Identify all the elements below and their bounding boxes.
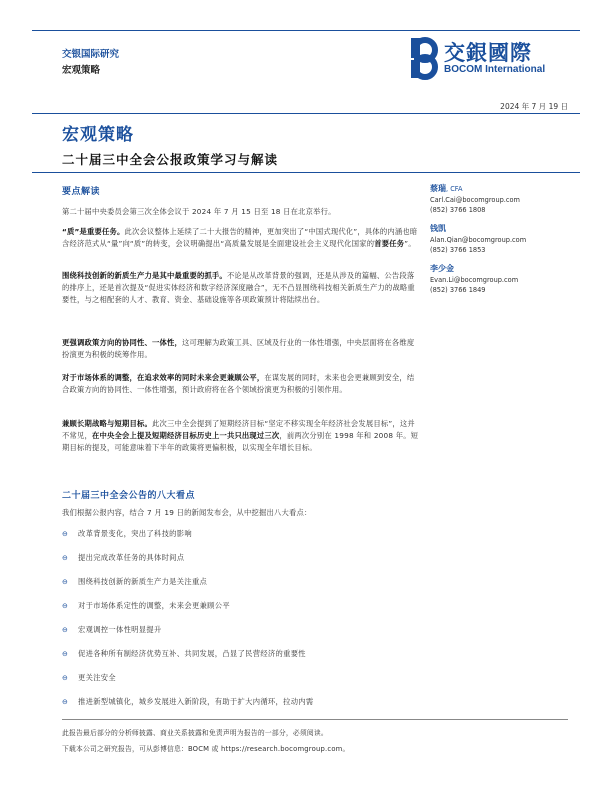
text-run: 在谋发展的同时，未来也会更兼顾到安全，结合政策方向的协同性、一体性增强，预计政府将在各个领域扮演更为积极的引领作用。 bbox=[62, 373, 415, 394]
key-point-paragraph bbox=[62, 372, 420, 396]
list-item-text: 改革背景变化，突出了科技的影响 bbox=[78, 529, 192, 538]
list-item-text: 对于市场体系定性的调整，未来会更兼顾公平 bbox=[78, 601, 230, 610]
list-item-text: 促进各种所有制经济优势互补、共同发展，凸显了民营经济的重要性 bbox=[78, 649, 306, 658]
list-item-text: 宏观调控一体性明显提升 bbox=[78, 625, 162, 634]
footer-disclaimer: 此报告最后部分的分析师披露、商业关系披露和免责声明为报告的一部分，必须阅读。 bbox=[62, 729, 328, 737]
text-run: 不论是从改革背景的强调，还是从涉及的篇幅、公告段落的排序上，还是首次提及“促进实体经济和数字经济深度融合”，无不凸显围绕科技相关新质生产力的战略重要性，与之相配套的人才、教育、资金、基础设施等各项政策预计将陆续出台。 bbox=[62, 271, 415, 304]
highlights-intro: 我们根据公报内容，结合 7 月 19 日的新闻发布会，从中挖掘出八大看点： bbox=[62, 508, 312, 517]
analyst-name: 李少金 bbox=[430, 264, 454, 273]
highlights-list bbox=[62, 528, 562, 720]
title-rule bbox=[32, 172, 580, 173]
bold-text-run: 对于市场体系的调整，在追求效率的同时未来会更兼顾公平， bbox=[62, 373, 265, 382]
circled-bullet-icon: ⊖ bbox=[62, 626, 69, 634]
list-item-text: 提出完成改革任务的具体时间点 bbox=[78, 553, 185, 562]
report-date: 2024 年 7 月 19 日 bbox=[500, 102, 568, 111]
bold-text-run: 更强调政策方向的协同性、一体性， bbox=[62, 338, 182, 347]
company-logo bbox=[402, 36, 582, 80]
list-item-text: 更关注安全 bbox=[78, 673, 116, 682]
text-run: 这可理解为政策工具、区域及行业的一体性增强，中央层面将在各维度扮演更为积极的统筹作用。 bbox=[62, 338, 415, 359]
analyst-email[interactable]: Evan.Li@bocomgroup.com bbox=[430, 275, 519, 284]
circled-bullet-icon: ⊖ bbox=[62, 674, 69, 682]
bold-text-run: 在中央全会上提及短期经济目标历史上一共只出现过三次 bbox=[92, 431, 280, 440]
list-item bbox=[62, 576, 562, 600]
text-run: ”。 bbox=[404, 239, 416, 248]
key-point-paragraph bbox=[62, 270, 420, 306]
analyst-card bbox=[430, 264, 518, 296]
key-point-paragraph bbox=[62, 337, 420, 361]
list-item bbox=[62, 672, 562, 696]
list-item bbox=[62, 696, 562, 720]
analyst-card bbox=[430, 224, 526, 256]
analyst-name: 钱凯 bbox=[430, 224, 446, 233]
circled-bullet-icon: ⊖ bbox=[62, 578, 69, 586]
analyst-email[interactable]: Carl.Cai@bocomgroup.com bbox=[430, 195, 520, 204]
text-run: 此次三中全会提到了短期经济目标“坚定不移实现全年经济社会发展目标”，这并不常见， bbox=[62, 419, 415, 440]
report-title: 二十届三中全会公报政策学习与解读 bbox=[62, 152, 279, 167]
key-point-paragraph bbox=[62, 226, 420, 250]
key-points-heading: 要点解读 bbox=[62, 187, 101, 197]
key-point-paragraph bbox=[62, 206, 420, 218]
list-item-text: 推进新型城镇化，城乡发展进入新阶段，有助于扩大内循环，拉动内需 bbox=[78, 697, 314, 706]
list-item bbox=[62, 648, 562, 672]
analyst-phone: (852) 3766 1853 bbox=[430, 246, 486, 254]
header-rule-top bbox=[32, 30, 580, 31]
circled-bullet-icon: ⊖ bbox=[62, 530, 69, 538]
analyst-phone: (852) 3766 1808 bbox=[430, 206, 486, 214]
list-item bbox=[62, 600, 562, 624]
list-item bbox=[62, 624, 562, 648]
text-run: ，前两次分别在 1998 年和 2008 年。短期目标的提及，可能意味着下半年的政策将更偏积极，以实现全年增长目标。 bbox=[62, 431, 419, 452]
list-item bbox=[62, 528, 562, 552]
bold-text-run: 首要任务 bbox=[374, 239, 405, 248]
analyst-card bbox=[430, 184, 520, 216]
bold-text-run: “质”是重要任务。 bbox=[62, 227, 125, 236]
highlights-heading: 二十届三中全会公告的八大看点 bbox=[62, 491, 196, 501]
key-point-paragraph bbox=[62, 418, 420, 454]
list-item-text: 围绕科技创新的新质生产力是关注重点 bbox=[78, 577, 208, 586]
report-category: 宏观策略 bbox=[62, 125, 134, 145]
list-item bbox=[62, 552, 562, 576]
logo-english-text: BOCOM International bbox=[444, 64, 546, 75]
circled-bullet-icon: ⊖ bbox=[62, 698, 69, 706]
analyst-credential: , CFA bbox=[446, 185, 463, 193]
circled-bullet-icon: ⊖ bbox=[62, 554, 69, 562]
analyst-phone: (852) 3766 1849 bbox=[430, 286, 486, 294]
circled-bullet-icon: ⊖ bbox=[62, 650, 69, 658]
bold-text-run: 围绕科技创新的新质生产力是其中最重要的抓手。 bbox=[62, 271, 227, 280]
logo-chinese-text: 交銀國際 bbox=[444, 41, 532, 65]
text-run: 第二十届中央委员会第三次全体会议于 2024 年 7 月 15 日至 18 日在北京举行。 bbox=[62, 207, 336, 216]
bocom-logo-icon bbox=[402, 36, 438, 80]
text-run: 此次会议整体上延续了二十大报告的精神，更加突出了“中国式现代化”，具体的内涵也暗含经济范式从“量”向“质”的转变，会议明确提出“高质量发展是全面建设社会主义现代化国家的 bbox=[62, 227, 418, 248]
analyst-email[interactable]: Alan.Qian@bocomgroup.com bbox=[430, 235, 527, 244]
header-section-name: 宏观策略 bbox=[62, 65, 101, 76]
analyst-name: 蔡瑞 bbox=[430, 184, 446, 193]
footer-download-note[interactable]: 下载本公司之研究报告，可从彭博信息：BOCM 或 https://research.bocomgroup.com。 bbox=[62, 745, 350, 753]
footer-rule bbox=[62, 719, 568, 720]
date-rule bbox=[32, 113, 580, 114]
circled-bullet-icon: ⊖ bbox=[62, 602, 69, 610]
bold-text-run: 兼顾长期战略与短期目标。 bbox=[62, 419, 152, 428]
header-org-name: 交银国际研究 bbox=[62, 49, 120, 60]
